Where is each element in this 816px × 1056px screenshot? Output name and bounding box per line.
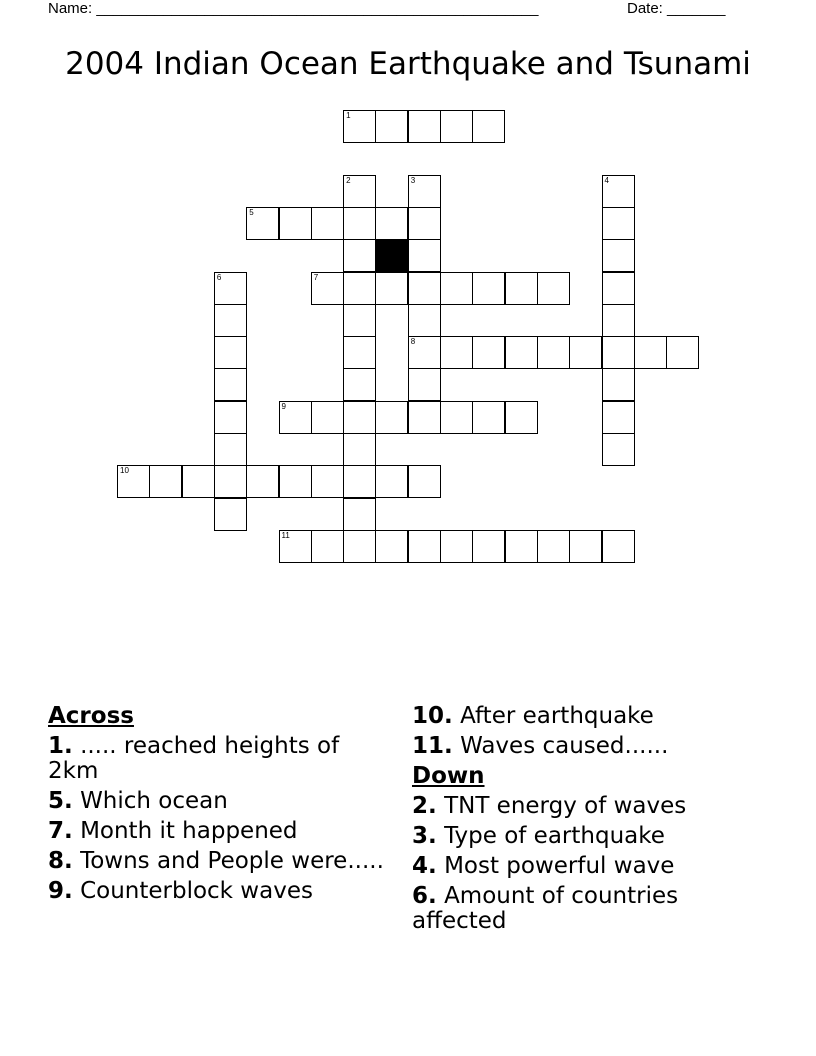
page-title: 2004 Indian Ocean Earthquake and Tsunami [65,46,751,82]
grid-cell[interactable] [246,465,279,498]
clue-number: 2. [412,793,437,819]
grid-cell[interactable] [440,336,473,369]
clue-number: 6. [412,883,437,909]
grid-cell[interactable] [279,465,312,498]
cell-number: 8 [410,337,416,347]
cell-number: 9 [281,401,286,411]
cell-number: 1 [346,111,351,120]
clues-left-column [48,704,388,909]
grid-cell[interactable] [214,336,247,369]
clue-text: Amount of countries affected [412,883,679,934]
grid-cell[interactable] [375,530,408,563]
grid-cell[interactable] [311,401,344,434]
grid-cell[interactable] [408,336,441,369]
clue-across-11 [412,734,742,759]
clue-across-8 [48,849,388,874]
clue-text: Type of earthquake [444,823,665,849]
blocked-cell [375,239,408,272]
grid-cell[interactable] [343,239,376,272]
grid-cell[interactable] [182,465,215,498]
grid-cell[interactable] [602,433,635,466]
grid-cell[interactable] [602,304,635,337]
grid-cell[interactable] [602,239,635,272]
clues-right-column [412,704,742,939]
cell-number: 2 [346,175,351,185]
cell-number: 6 [216,272,222,282]
grid-cell[interactable] [343,433,376,466]
clue-number: 3. [412,823,437,849]
grid-cell[interactable] [505,272,538,305]
grid-cell[interactable] [505,336,538,369]
grid-cell[interactable] [408,207,441,240]
grid-cell[interactable] [408,465,441,498]
clue-across-10 [412,704,742,729]
grid-cell[interactable] [375,110,408,143]
grid-cell[interactable] [343,498,376,531]
grid-cell[interactable] [343,530,376,563]
grid-cell[interactable] [408,239,441,272]
grid-cell[interactable] [279,530,312,563]
grid-cell[interactable] [343,368,376,401]
clue-text: Month it happened [80,818,298,844]
grid-cell[interactable] [602,530,635,563]
grid-cell[interactable] [117,465,150,498]
grid-cell[interactable] [279,401,312,434]
cell-number: 10 [120,466,129,476]
clue-text: Towns and People were..... [80,848,384,874]
grid-cell[interactable] [375,207,408,240]
clue-down-3 [412,824,742,849]
grid-cell[interactable] [472,401,505,434]
clue-text: Counterblock waves [80,878,313,904]
cell-number: 7 [313,272,319,282]
grid-cell[interactable] [214,465,247,498]
grid-cell[interactable] [214,401,247,434]
grid-cell[interactable] [311,207,344,240]
grid-cell[interactable] [311,272,344,305]
clue-across-9 [48,879,388,904]
grid-cell[interactable] [214,304,247,337]
grid-cell[interactable] [279,207,312,240]
grid-cell[interactable] [569,530,602,563]
grid-cell[interactable] [214,498,247,531]
grid-cell[interactable] [408,175,441,208]
grid-cell[interactable] [375,401,408,434]
grid-cell[interactable] [343,336,376,369]
grid-cell[interactable] [440,272,473,305]
grid-cell[interactable] [602,207,635,240]
grid-cell[interactable] [537,336,570,369]
grid-cell[interactable] [472,530,505,563]
clue-across-1 [48,734,388,784]
clue-text: After earthquake [460,703,654,729]
grid-cell[interactable] [505,401,538,434]
grid-cell[interactable] [214,368,247,401]
clue-text: Most powerful wave [444,853,675,879]
grid-cell[interactable] [343,272,376,305]
grid-cell[interactable] [472,272,505,305]
grid-cell[interactable] [537,530,570,563]
grid-cell[interactable] [214,272,247,305]
grid-cell[interactable] [440,401,473,434]
grid-cell[interactable] [311,465,344,498]
grid-cell[interactable] [408,110,441,143]
date-field-line[interactable]: Date: _______ [627,0,726,17]
grid-cell[interactable] [408,272,441,305]
grid-cell[interactable] [343,401,376,434]
clue-number: 11. [412,733,453,759]
clue-number: 5. [48,788,73,814]
clue-number: 1. [48,733,73,759]
grid-cell[interactable] [408,368,441,401]
clue-text: TNT energy of waves [444,793,687,819]
grid-cell[interactable] [343,304,376,337]
cell-number: 5 [249,207,254,217]
grid-cell[interactable] [666,336,699,369]
grid-cell[interactable] [408,401,441,434]
grid-cell[interactable] [602,175,635,208]
grid-cell[interactable] [343,110,376,143]
name-field-line[interactable]: Name: _____________________________________________________ [48,0,539,17]
cell-number: 11 [281,530,290,540]
grid-cell[interactable] [440,530,473,563]
grid-cell[interactable] [602,401,635,434]
grid-cell[interactable] [343,207,376,240]
grid-cell[interactable] [634,336,667,369]
clue-number: 10. [412,703,453,729]
clue-text: Which ocean [80,788,228,814]
cell-number: 3 [410,175,416,185]
clue-text: ..... reached heights of 2km [48,733,340,784]
grid-cell[interactable] [505,530,538,563]
across-heading: Across [48,703,134,729]
clue-down-4 [412,854,742,879]
clue-across-7 [48,819,388,844]
grid-cell[interactable] [311,530,344,563]
clue-number: 4. [412,853,437,879]
grid-cell[interactable] [343,465,376,498]
grid-cell[interactable] [440,110,473,143]
clue-number: 8. [48,848,73,874]
grid-cell[interactable] [408,530,441,563]
grid-cell[interactable] [149,465,182,498]
grid-cell[interactable] [472,110,505,143]
clue-number: 9. [48,878,73,904]
clue-across-5 [48,789,388,814]
grid-cell[interactable] [569,336,602,369]
grid-cell[interactable] [214,433,247,466]
grid-cell[interactable] [375,465,408,498]
grid-cell[interactable] [408,304,441,337]
grid-cell[interactable] [602,368,635,401]
grid-cell[interactable] [472,336,505,369]
clue-text: Waves caused...... [460,733,669,759]
grid-cell[interactable] [246,207,279,240]
cell-number: 4 [604,175,609,185]
clue-number: 7. [48,818,73,844]
grid-cell[interactable] [375,272,408,305]
grid-cell[interactable] [537,272,570,305]
grid-cell[interactable] [343,175,376,208]
grid-cell[interactable] [602,272,635,305]
down-heading: Down [412,763,485,789]
grid-cell[interactable] [602,336,635,369]
clue-down-2 [412,794,742,819]
clue-down-6 [412,884,742,934]
